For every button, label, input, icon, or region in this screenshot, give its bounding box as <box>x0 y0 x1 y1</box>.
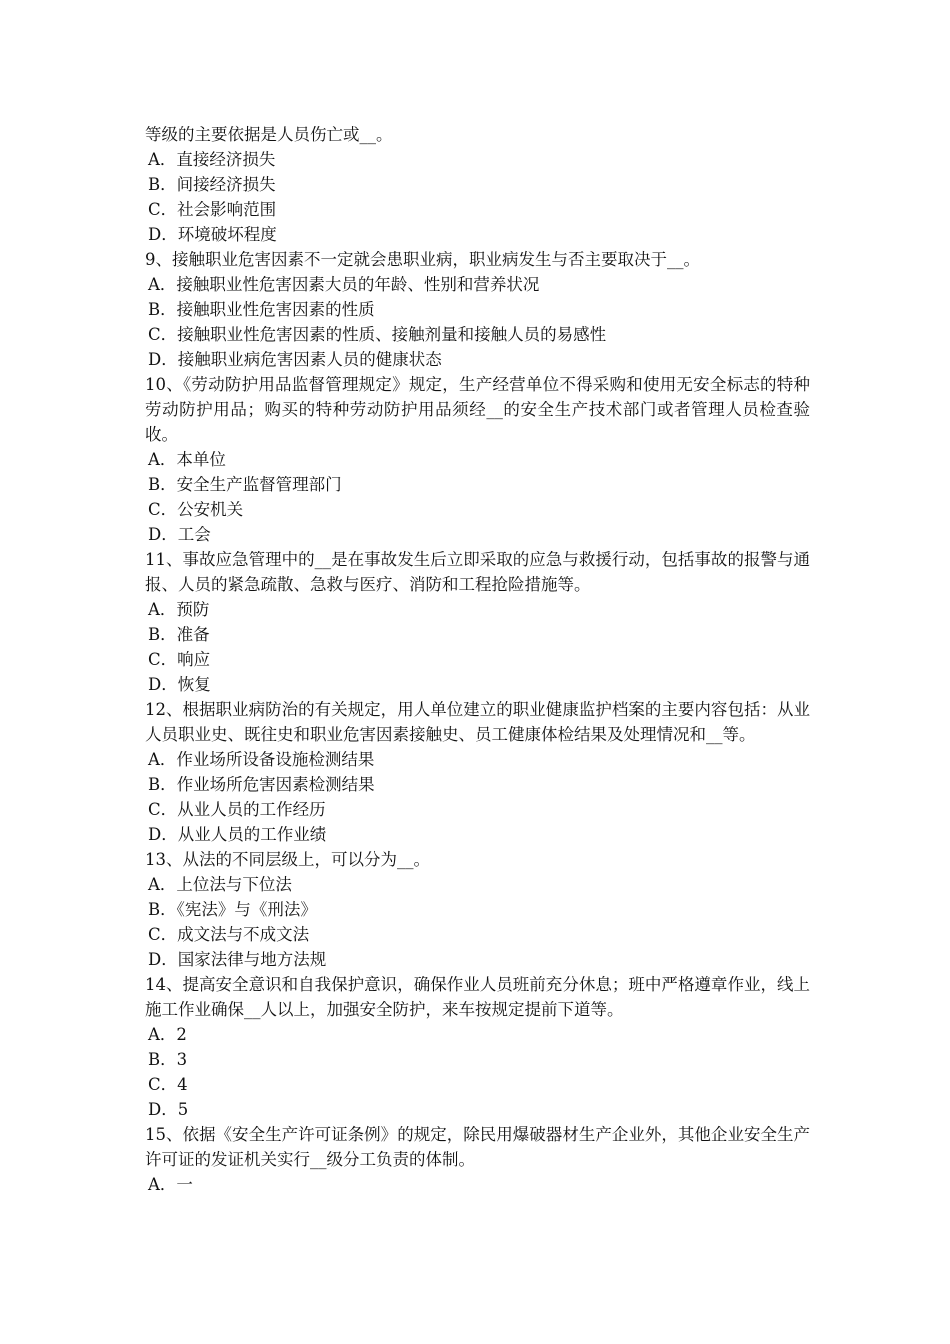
question-11 <box>145 547 810 697</box>
document-page <box>145 122 810 1197</box>
question-9-option-a: A．接触职业性危害因素大员的年龄、性别和营养状况 <box>148 275 540 294</box>
intro-option-c: C．社会影响范围 <box>148 200 277 219</box>
question-11-option-a: A．预防 <box>148 600 210 619</box>
question-9-text: 9、接触职业危害因素不一定就会患职业病，职业病发生与否主要取决于__。 <box>145 250 700 269</box>
question-10 <box>145 372 810 547</box>
intro-option-a: A．直接经济损失 <box>148 150 276 169</box>
question-10-option-a: A．本单位 <box>148 450 226 469</box>
question-13-option-b: B．《宪法》与《刑法》 <box>148 900 317 919</box>
question-14 <box>145 972 810 1122</box>
question-11-option-d: D．恢复 <box>148 675 211 694</box>
question-14-option-c: C．4 <box>148 1075 188 1094</box>
question-14-option-b: B．3 <box>148 1050 188 1069</box>
intro-question-text: 等级的主要依据是人员伤亡或__。 <box>145 125 393 144</box>
question-14-option-d: D．5 <box>148 1100 189 1119</box>
question-12 <box>145 697 810 847</box>
question-12-option-b: B．作业场所危害因素检测结果 <box>148 775 375 794</box>
question-11-text: 11、事故应急管理中的__是在事故发生后立即采取的应急与救援行动，包括事故的报警与通报、人员的紧急疏散、急救与医疗、消防和工程抢险措施等。 <box>145 550 810 594</box>
question-11-option-c: C．响应 <box>148 650 211 669</box>
question-15 <box>145 1122 810 1197</box>
question-11-option-b: B．准备 <box>148 625 210 644</box>
question-9-option-d: D．接触职业病危害因素人员的健康状态 <box>148 350 442 369</box>
question-13-option-d: D．国家法律与地方法规 <box>148 950 327 969</box>
question-12-option-c: C．从业人员的工作经历 <box>148 800 326 819</box>
question-14-text: 14、提高安全意识和自我保护意识，确保作业人员班前充分休息；班中严格遵章作业，线上施工作业确保__人以上，加强安全防护，来车按规定提前下道等。 <box>145 975 810 1019</box>
question-12-option-d: D．从业人员的工作业绩 <box>148 825 327 844</box>
question-13-option-c: C．成文法与不成文法 <box>148 925 310 944</box>
question-10-option-b: B．安全生产监督管理部门 <box>148 475 342 494</box>
question-10-option-c: C．公安机关 <box>148 500 244 519</box>
question-12-option-a: A．作业场所设备设施检测结果 <box>148 750 375 769</box>
question-15-option-a: A．一 <box>148 1175 193 1194</box>
question-14-option-a: A．2 <box>148 1025 187 1044</box>
intro-option-d: D．环境破坏程度 <box>148 225 277 244</box>
question-12-text: 12、根据职业病防治的有关规定，用人单位建立的职业健康监护档案的主要内容包括：从业人员职业史、既往史和职业危害因素接触史、员工健康体检结果及处理情况和__等。 <box>145 700 810 744</box>
question-10-text: 10、《劳动防护用品监督管理规定》规定，生产经营单位不得采购和使用无安全标志的特种劳动防护用品；购买的特种劳动防护用品须经__的安全生产技术部门或者管理人员检查验收。 <box>145 375 810 444</box>
question-9 <box>145 247 810 372</box>
intro-option-b: B．间接经济损失 <box>148 175 276 194</box>
question-13 <box>145 847 810 972</box>
question-15-text: 15、依据《安全生产许可证条例》的规定，除民用爆破器材生产企业外，其他企业安全生产许可证的发证机关实行__级分工负责的体制。 <box>145 1125 810 1169</box>
question-13-option-a: A．上位法与下位法 <box>148 875 292 894</box>
question-10-option-d: D．工会 <box>148 525 211 544</box>
question-9-option-b: B．接触职业性危害因素的性质 <box>148 300 375 319</box>
question-13-text: 13、从法的不同层级上，可以分为__。 <box>145 850 430 869</box>
question-9-option-c: C．接触职业性危害因素的性质、接触剂量和接触人员的易感性 <box>148 325 607 344</box>
